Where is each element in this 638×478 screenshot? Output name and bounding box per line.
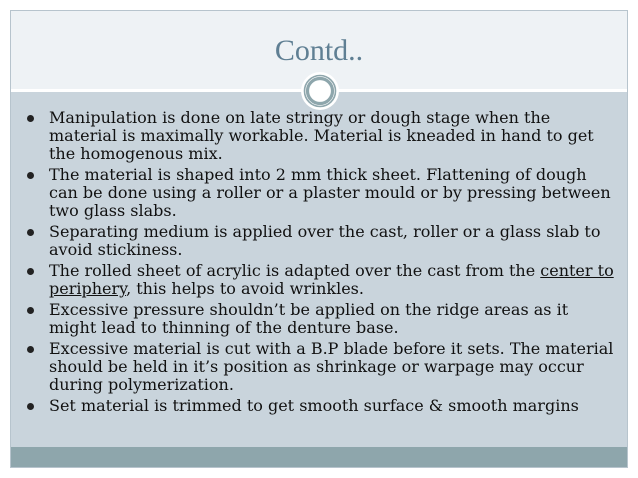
bullet-item (11, 397, 627, 415)
bullet-dot-icon (27, 307, 34, 314)
bullet-item (11, 340, 627, 394)
bullet-text: Manipulation is done on late stringy or dough stage when the material is maximally workable. Material is kneaded in hand to get the homogenous mix. (49, 108, 594, 163)
bullet-item (11, 262, 627, 298)
bullet-item (11, 223, 627, 259)
bullet-item (11, 166, 627, 220)
bullet-text: The material is shaped into 2 mm thick sheet. Flattening of dough can be done using a roller or a plaster mould or by pressing between two glass slabs. (49, 165, 611, 220)
bullet-text: Excessive pressure shouldn’t be applied on the ridge areas as it might lead to thinning of the denture base. (49, 300, 569, 337)
bullet-dot-icon (27, 172, 34, 179)
slide (10, 10, 628, 468)
underlined-phrase: center to periphery (49, 261, 614, 298)
circle-ring-icon (300, 71, 340, 111)
bullet-list (11, 109, 627, 418)
bullet-dot-icon (27, 403, 34, 410)
bullet-text-after: , this helps to avoid wrinkles. (126, 279, 364, 298)
bullet-text: Set material is trimmed to get smooth surface & smooth margins (49, 396, 579, 415)
bullet-item (11, 301, 627, 337)
bullet-dot-icon (27, 115, 34, 122)
bullet-text-before: The rolled sheet of acrylic is adapted over the cast from the (49, 261, 541, 280)
bullet-dot-icon (27, 229, 34, 236)
bullet-dot-icon (27, 268, 34, 275)
slide-title: Contd.. (274, 34, 364, 67)
bullet-item (11, 109, 627, 163)
bullet-text: Excessive material is cut with a B.P blade before it sets. The material should be held in it’s position as shrinkage or warpage may occur during polymerization. (49, 339, 614, 394)
bullet-dot-icon (27, 346, 34, 353)
footer-band (11, 447, 627, 467)
bullet-text: Separating medium is applied over the cast, roller or a glass slab to avoid stickiness. (49, 222, 601, 259)
